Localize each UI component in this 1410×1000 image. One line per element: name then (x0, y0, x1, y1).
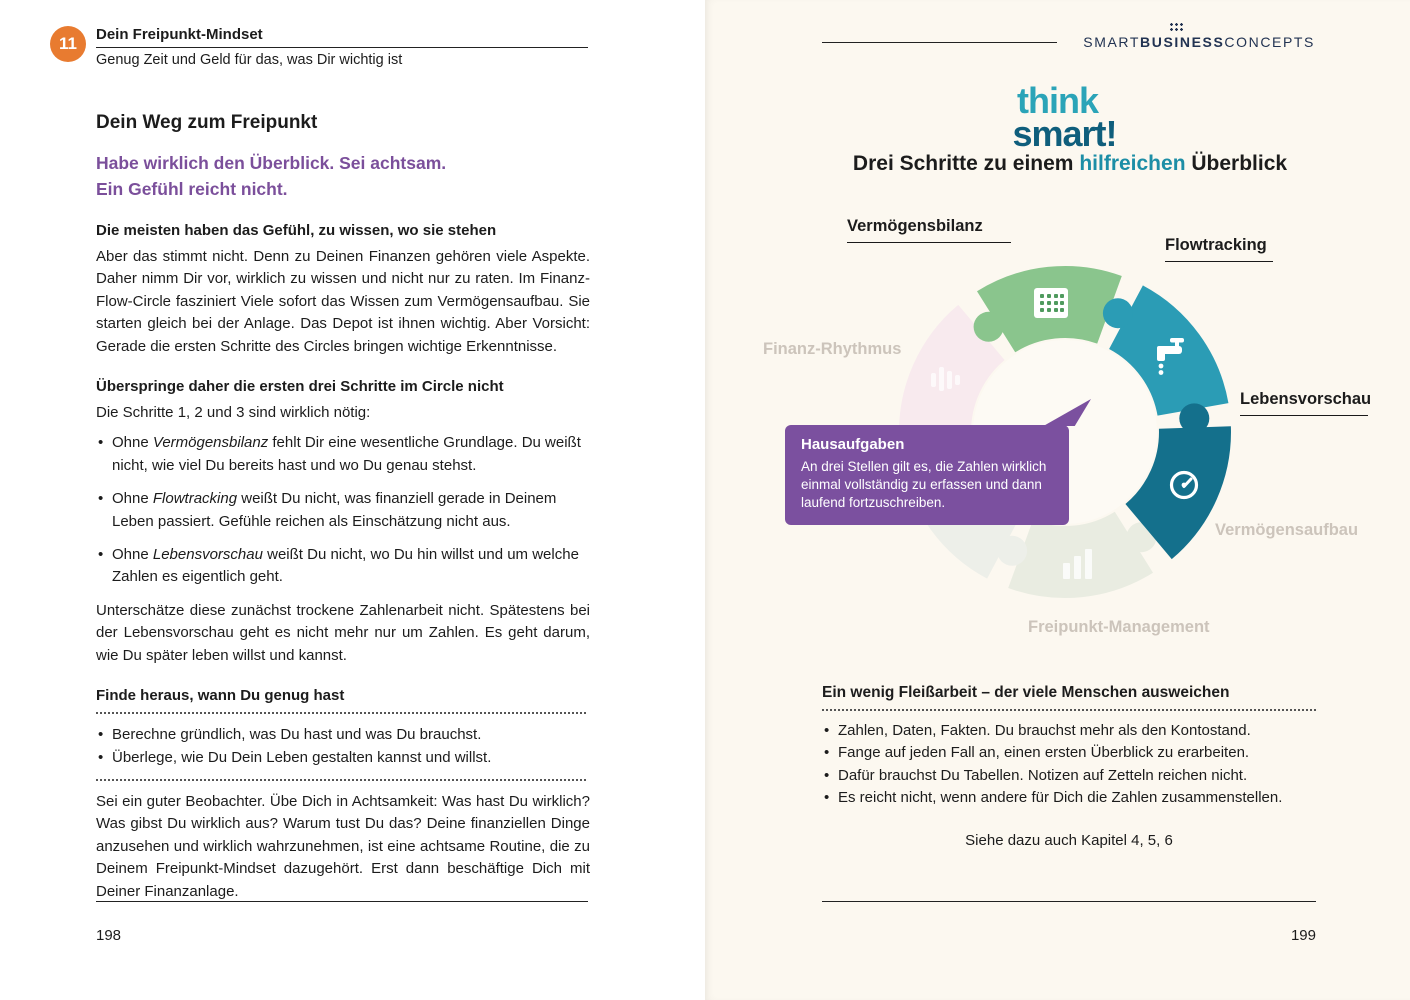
section2-outro: Unterschätze diese zunächst trockene Zahlenarbeit nicht. Spätestens bei der Lebensvorschau geht es nicht mehr nur um Zahlen. Es geht darum, wie Du später leben willst und kannst. (96, 601, 590, 664)
fleissarbeit-section (822, 684, 1316, 820)
right-page-header (822, 34, 1315, 50)
diagram-label-flowtracking: Flowtracking (1165, 236, 1273, 262)
brand-logo (1083, 34, 1315, 50)
page-heading: Dein Weg zum Freipunkt (96, 112, 318, 133)
bullet-text: Ohne (112, 434, 153, 452)
bullet-text: weißt Du nicht, was finanziell gerade in Deinem Leben passiert. Gefühle reichen als Einschätzung nicht aus. (112, 490, 557, 530)
diagram-label-vermoegensaufbau: Vermögensaufbau (1215, 521, 1359, 539)
list-item: • Überlege, wie Du Dein Leben gestalten kannst und willst. (96, 747, 590, 769)
think-smart-line2: smart! (1012, 113, 1117, 155)
bullet-text: Ohne (112, 546, 153, 564)
section2-bullet-list (96, 432, 590, 588)
list-item (96, 488, 590, 533)
see-also-note: Siehe dazu auch Kapitel 4, 5, 6 (965, 832, 1173, 849)
section3-heading: Finde heraus, wann Du genug hast (96, 687, 345, 705)
chapter-number-badge (50, 26, 86, 62)
puzzle-knob (1179, 403, 1209, 433)
footer-rule (96, 901, 588, 902)
list-item: • Zahlen, Daten, Fakten. Du brauchst mehr als den Kontostand. (822, 720, 1316, 742)
section2-intro: Die Schritte 1, 2 und 3 sind wirklich nötig: (96, 404, 371, 422)
list-item: • Es reicht nicht, wenn andere für Dich die Zahlen zusammenstellen. (822, 787, 1316, 809)
brand-dots-icon (1169, 22, 1185, 33)
footer-rule (822, 901, 1316, 902)
brand-word-concepts: CONCEPTS (1224, 34, 1315, 50)
bullet-text: Ohne (112, 490, 153, 508)
page-number: 198 (96, 927, 122, 944)
purple-subheading-line1: Habe wirklich den Überblick. Sei achtsam. (96, 153, 447, 173)
section1-body: Aber das stimmt nicht. Denn zu Deinen Finanzen gehören viele Aspekte. Daher nimm Dir vor, wirklich zu wissen und nicht nur zu raten. Im Finanz-Flow-Circle fasziniert Viele sofort das Wissen zum Vermögensaufbau. Sie starten gleich bei der Anlage. Das Depot ist ihnen wichtig. Aber Vorsicht: Gerade die ersten Schritte des Circles bringen wichtige Erkenntnisse. (96, 248, 590, 355)
page-number: 199 (1290, 927, 1316, 944)
right-page (705, 0, 1410, 1000)
brand-word-business: BUSINESS (1140, 34, 1225, 50)
bullet-term: Vermögensbilanz (152, 434, 269, 452)
purple-subheading (96, 150, 590, 202)
bullet-term: Flowtracking (152, 490, 238, 508)
closing-paragraph: Sei ein guter Beobachter. Übe Dich in Achtsamkeit: Was hast Du wirklich? Was gibst Du wirklich aus? Warum tust Du das? Deine finanziellen Dinge anzusehen und wirklich wahrzunehmen, ist eine achtsame Routine, die zu Deinem Freipunkt-Mindset dazugehört. Erst dann beschäftige Dich mit Deiner Finanzanlage. (96, 792, 590, 900)
purple-subheading-line2: Ein Gefühl reicht nicht. (96, 179, 288, 199)
diagram-label-finanz-rhythmus: Finanz-Rhythmus (763, 340, 902, 358)
fleissarbeit-heading: Ein wenig Fleißarbeit – der viele Menschen ausweichen (822, 684, 1230, 701)
callout-title: Hausaufgaben (801, 436, 905, 453)
bullet-text: weißt Du nicht, wo Du hin willst und um welche Zahlen es eigentlich geht. (112, 546, 579, 586)
puzzle-knob (1103, 298, 1133, 328)
list-item (96, 432, 590, 477)
bullet-text: fehlt Dir eine wesentliche Grundlage. Du weißt nicht, wie viel Du bereits hast und wo Du genau stehst. (112, 434, 581, 474)
diagram-label-freipunkt-management: Freipunkt-Management (1028, 618, 1210, 636)
section3-bullet-list (96, 724, 590, 769)
dotted-divider (96, 712, 586, 714)
dotted-divider (822, 709, 1316, 711)
bullet-term: Lebensvorschau (152, 546, 263, 564)
table-icon (1034, 288, 1068, 318)
diagram-label-vermoegensbilanz: Vermögensbilanz (847, 217, 1011, 243)
chapter-title: Dein Freipunkt-Mindset (96, 26, 263, 43)
puzzle-knob (997, 536, 1027, 566)
header-rule (822, 42, 1057, 43)
title-text: Drei Schritte zu einem (852, 152, 1080, 175)
callout-text: An drei Stellen gilt es, die Zahlen wirklich einmal vollständig zu erfassen und dann laufend fortzuschreiben. (801, 459, 1047, 510)
dotted-divider (96, 779, 586, 781)
title-highlight: hilfreichen (1079, 152, 1186, 175)
think-smart-line1: think (1017, 80, 1098, 121)
chapter-header (96, 26, 590, 68)
section2-heading: Überspringe daher die ersten drei Schritte im Circle nicht (96, 378, 504, 396)
list-item: • Dafür brauchst Du Tabellen. Notizen auf Zetteln reichen nicht. (822, 765, 1316, 787)
puzzle-knob (974, 312, 1004, 342)
section1-heading: Die meisten haben das Gefühl, zu wissen, wo sie stehen (96, 222, 497, 239)
brand-word-smart: SMART (1083, 34, 1141, 50)
hausaufgaben-callout (785, 425, 1069, 525)
think-smart-logo (705, 80, 1410, 155)
diagram-title (765, 152, 1375, 176)
chapter-number: 11 (59, 34, 77, 53)
diagram-label-lebensvorschau: Lebensvorschau (1240, 390, 1368, 416)
chapter-subtitle: Genug Zeit und Geld für das, was Dir wichtig ist (96, 52, 403, 68)
list-item: • Berechne gründlich, was Du hast und was Du brauchst. (96, 724, 590, 746)
list-item (96, 544, 590, 589)
list-item: • Fange auf jeden Fall an, einen ersten Überblick zu erarbeiten. (822, 742, 1316, 764)
fleissarbeit-bullet-list (822, 720, 1316, 810)
title-text: Überblick (1185, 152, 1288, 175)
